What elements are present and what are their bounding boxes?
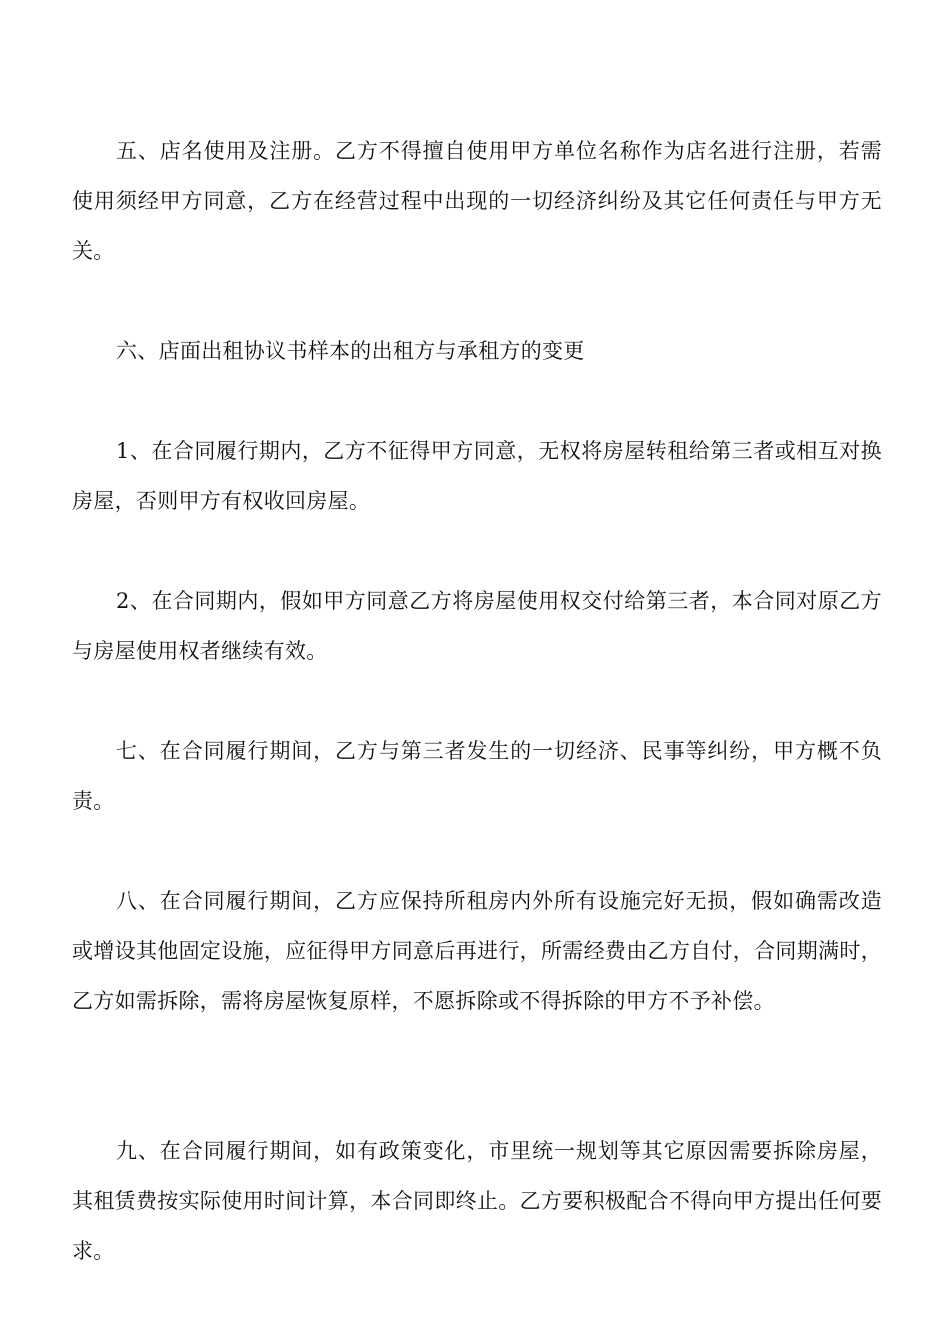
clause-8-facilities-maintenance: 八、在合同履行期间，乙方应保持所租房内外所有设施完好无损，假如确需改造或增设其他固定设施，应征得甲方同意后再进行，所需经费由乙方自付，合同期满时，乙方如需拆除，需将房屋恢复原样，不愿拆除或不得拆除的甲方不予补偿。 [72, 889, 882, 1013]
clause-6-item-1-sublease: 1、在合同履行期内，乙方不征得甲方同意，无权将房屋转租给第三者或相互对换房屋，否则甲方有权收回房屋。 [72, 439, 882, 513]
clause-6-item-2-transfer-of-use: 2、在合同期内，假如甲方同意乙方将房屋使用权交付给第三者，本合同对原乙方与房屋使用权者继续有效。 [72, 589, 882, 663]
clause-6-heading-lessor-lessee-change: 六、店面出租协议书样本的出租方与承租方的变更 [116, 339, 585, 363]
clause-7-third-party-disputes: 七、在合同履行期间，乙方与第三者发生的一切经济、民事等纠纷，甲方概不负责。 [72, 739, 882, 813]
clause-5-store-name-registration: 五、店名使用及注册。乙方不得擅自使用甲方单位名称作为店名进行注册，若需使用须经甲方同意，乙方在经营过程中出现的一切经济纠纷及其它任何责任与甲方无关。 [72, 139, 882, 263]
clause-9-policy-change-demolition: 九、在合同履行期间，如有政策变化，市里统一规划等其它原因需要拆除房屋，其租赁费按实际使用时间计算，本合同即终止。乙方要积极配合不得向甲方提出任何要求。 [72, 1139, 882, 1263]
